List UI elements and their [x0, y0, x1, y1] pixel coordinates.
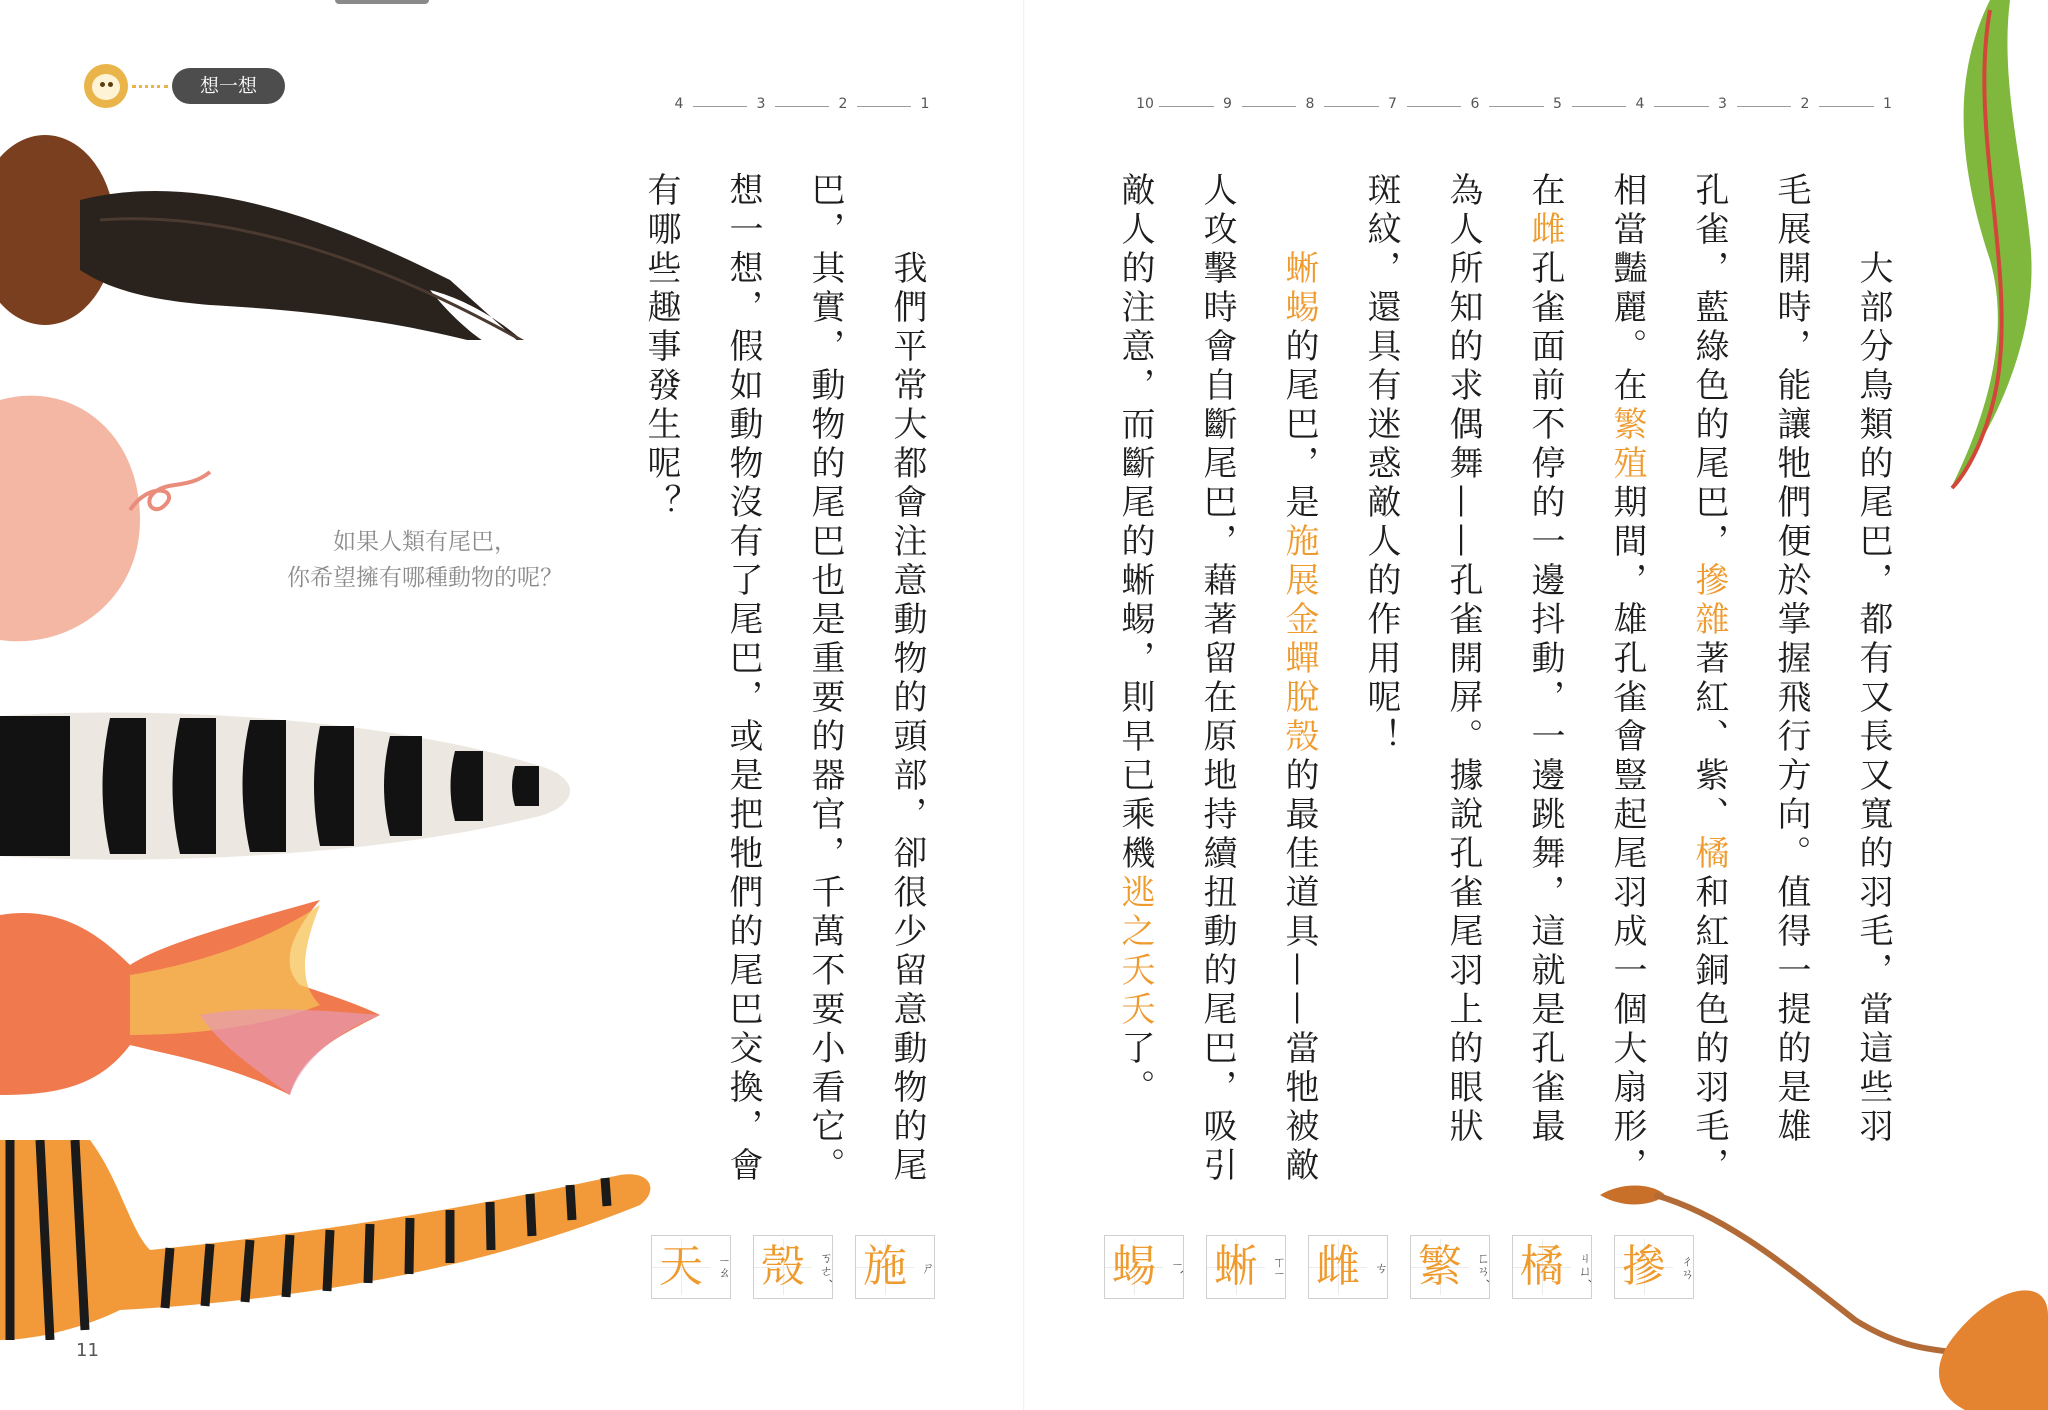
- right-paragraph-column-8: [1279, 250, 1340, 1186]
- right-marker-line: [1489, 106, 1544, 107]
- right-marker-7: 7: [1388, 96, 1397, 112]
- body-text: 大部分鳥類的尾巴，都有又長又寬的羽毛，當這些羽: [1853, 250, 1893, 1147]
- right-paragraph-column-7: [1361, 172, 1422, 757]
- right-vocab-card: [1206, 1235, 1286, 1299]
- dotted-connector: [132, 85, 168, 88]
- right-column-markers: [1135, 96, 1905, 116]
- right-marker-10: 10: [1136, 96, 1154, 112]
- body-text: 孔雀，藍綠色的尾巴，: [1689, 172, 1729, 562]
- vocab-character: 施: [856, 1239, 914, 1295]
- vocab-highlight: 蜥蜴: [1279, 250, 1319, 328]
- left-paragraph-column-1: 我們平常大都會注意動物的頭部，卻很少留意動物的尾: [887, 250, 927, 1186]
- left-paragraph-column-4: 有哪些趣事發生呢？: [641, 172, 681, 523]
- vocab-zhuyin: ㄎㄜˊ: [817, 1250, 832, 1284]
- body-text: 了。: [1115, 1030, 1155, 1108]
- right-vocab-card: [1308, 1235, 1388, 1299]
- vocab-zhuyin: ㄒㄧ: [1270, 1255, 1285, 1279]
- page-number: 11: [76, 1340, 99, 1361]
- left-column-markers: [660, 96, 940, 116]
- right-marker-2: 2: [1800, 96, 1810, 112]
- right-paragraph-column-4: [1607, 172, 1668, 1186]
- question-line-1: 如果人類有尾巴，: [333, 529, 517, 555]
- body-text: 的最佳道具——當牠被敵: [1279, 757, 1319, 1186]
- left-marker-1: 1: [920, 96, 930, 112]
- vocab-character: 蜴: [1105, 1239, 1163, 1295]
- vocab-zhuyin: ㄧˋ: [1168, 1258, 1183, 1276]
- vocab-character: 蜥: [1207, 1239, 1265, 1295]
- body-text: 著紅、紫、: [1689, 640, 1729, 835]
- vocab-highlight: 繁殖: [1607, 406, 1647, 484]
- question-line-2: 你希望擁有哪種動物的呢？: [287, 565, 563, 591]
- body-text: 為人所知的求偶舞——孔雀開屏。據說孔雀尾羽上的眼狀: [1443, 172, 1483, 1147]
- vocab-zhuyin: ㄈㄢˊ: [1474, 1250, 1489, 1284]
- vocab-character: 雌: [1309, 1239, 1367, 1295]
- body-text: 在: [1525, 172, 1565, 211]
- body-text: 的尾巴，是: [1279, 328, 1319, 523]
- vocab-character: 殼: [754, 1239, 812, 1295]
- right-marker-line: [1407, 106, 1462, 107]
- left-vocab-card: [651, 1235, 731, 1299]
- right-vocab-card: [1410, 1235, 1490, 1299]
- left-vocab-card: [753, 1235, 833, 1299]
- right-marker-9: 9: [1223, 96, 1232, 112]
- vocab-highlight: 逃之夭夭: [1115, 874, 1155, 1030]
- vocab-highlight: 橘: [1689, 835, 1729, 874]
- section-badge: 想一想: [172, 68, 285, 104]
- think-section-header: [84, 64, 285, 108]
- vocab-character: 橘: [1513, 1239, 1571, 1295]
- vocab-character: 繁: [1411, 1239, 1469, 1295]
- right-paragraph-column-3: [1689, 172, 1750, 1186]
- right-paragraph-column-1: [1853, 250, 1914, 1147]
- book-gutter: [1023, 0, 1025, 1410]
- vocab-zhuyin: ㄔㄢ: [1678, 1254, 1693, 1280]
- vocab-highlight: 雌: [1525, 211, 1565, 250]
- vocab-zhuyin: ㄐㄩˊ: [1576, 1250, 1591, 1284]
- left-marker-line: [857, 106, 911, 107]
- left-vocab-card: [855, 1235, 935, 1299]
- left-marker-line: [693, 106, 747, 107]
- right-marker-3: 3: [1718, 96, 1727, 112]
- vocab-zhuyin: ㄘ: [1372, 1260, 1387, 1274]
- right-marker-line: [1159, 106, 1214, 107]
- vocab-highlight: 摻雜: [1689, 562, 1729, 640]
- body-text: 孔雀面前不停的一邊抖動，一邊跳舞，這就是孔雀最: [1525, 250, 1565, 1147]
- vocab-highlight: 施展金蟬脫殼: [1279, 523, 1319, 757]
- right-paragraph-column-5: [1525, 172, 1586, 1147]
- vocab-zhuyin: ㄕ: [919, 1260, 934, 1274]
- right-marker-1: 1: [1883, 96, 1892, 112]
- top-tab: [335, 0, 429, 4]
- vocab-zhuyin: ㄧㄠ: [715, 1255, 730, 1279]
- body-text: 毛展開時，能讓牠們便於掌握飛行方向。值得一提的是雄: [1771, 172, 1811, 1147]
- right-vocab-card: [1104, 1235, 1184, 1299]
- body-text: 敵人的注意，而斷尾的蜥蜴，則早已乘機: [1115, 172, 1155, 874]
- right-paragraph-column-2: [1771, 172, 1832, 1147]
- green-leaf-tail-illustration: [1930, 0, 2048, 500]
- body-text: 人攻擊時會自斷尾巴，藉著留在原地持續扭動的尾巴，吸引: [1197, 172, 1237, 1186]
- left-marker-2: 2: [838, 96, 848, 112]
- tiger-striped-tail-illustration: [0, 1140, 660, 1340]
- right-vocab-card: [1614, 1235, 1694, 1299]
- body-text: 斑紋，還具有迷惑敵人的作用呢！: [1361, 172, 1401, 757]
- right-marker-8: 8: [1305, 96, 1315, 112]
- right-paragraph-column-10: [1115, 172, 1176, 1108]
- monkey-icon: [84, 64, 128, 108]
- left-paragraph-column-3: 想一想，假如動物沒有了尾巴，或是把牠們的尾巴交換，會: [723, 172, 763, 1186]
- vocab-character: 天: [652, 1239, 710, 1295]
- right-paragraph-column-6: [1443, 172, 1504, 1147]
- right-marker-line: [1242, 106, 1297, 107]
- reflection-question: [245, 524, 605, 596]
- right-marker-5: 5: [1553, 96, 1562, 112]
- left-marker-4: 4: [674, 96, 684, 112]
- brown-fur-tail-illustration: [0, 130, 560, 340]
- left-marker-line: [775, 106, 829, 107]
- right-marker-4: 4: [1635, 96, 1645, 112]
- body-text: 和紅銅色的羽毛，: [1689, 874, 1729, 1186]
- left-paragraph-column-2: 巴，其實，動物的尾巴也是重要的器官，千萬不要小看它。: [805, 172, 845, 1186]
- vocab-character: 摻: [1615, 1239, 1673, 1295]
- left-marker-3: 3: [756, 96, 766, 112]
- body-text: 期間，雄孔雀會豎起尾羽成一個大扇形，: [1607, 484, 1647, 1186]
- pink-pig-tail-illustration: [0, 390, 220, 650]
- body-text: 相當豔麗。在: [1607, 172, 1647, 406]
- right-vocab-card: [1512, 1235, 1592, 1299]
- right-marker-6: 6: [1470, 96, 1480, 112]
- right-marker-line: [1819, 106, 1874, 107]
- right-marker-line: [1572, 106, 1627, 107]
- right-marker-line: [1737, 106, 1792, 107]
- zebra-striped-tail-illustration: [0, 706, 580, 866]
- right-paragraph-column-9: [1197, 172, 1258, 1186]
- goldfish-tail-illustration: [0, 895, 400, 1115]
- right-marker-line: [1654, 106, 1709, 107]
- right-marker-line: [1324, 106, 1379, 107]
